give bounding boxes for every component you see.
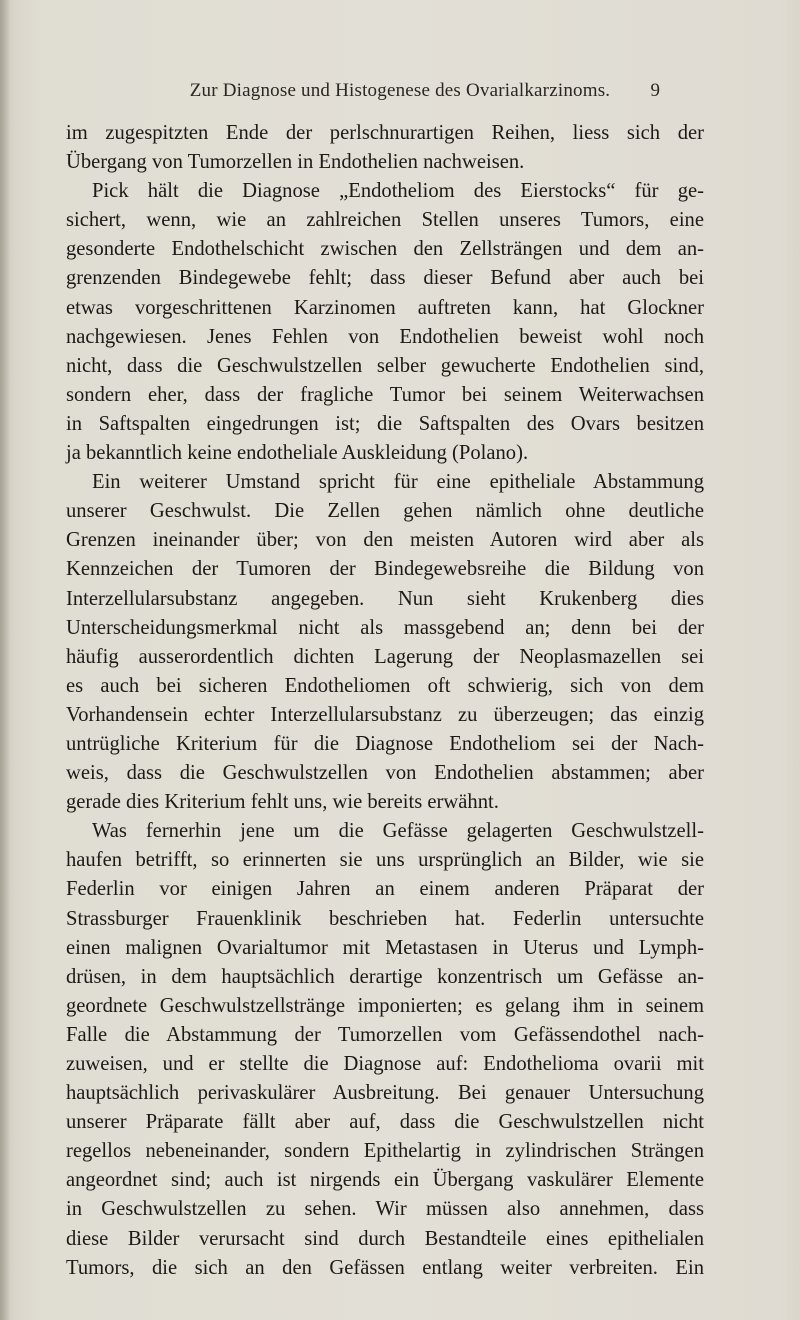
text-line: Grenzen ineinander über; von den meisten Autoren wird aber als [66, 529, 704, 552]
text-line: Falle die Abstammung der Tumorzellen vom Gefässendothel nach- [66, 1023, 704, 1046]
page-edge-shadow [0, 0, 10, 1320]
text-line: Strassburger Frauenklinik beschrieben hat. Federlin untersuchte [66, 907, 704, 930]
text-line: Übergang von Tumorzellen in Endothelien nachweisen. [66, 151, 525, 174]
body-text [66, 119, 704, 1283]
text-line: Ein weiterer Umstand spricht für eine epitheliale Abstammung [92, 471, 704, 494]
text-line: Federlin vor einigen Jahren an einem anderen Präparat der [66, 878, 704, 901]
text-line: sichert, wenn, wie an zahlreichen Stellen unseres Tumors, eine [66, 209, 704, 232]
text-line: geordnete Geschwulstzellstränge imponierten; es gelang ihm in seinem [66, 994, 704, 1017]
text-line: gerade dies Kriterium fehlt uns, wie bereits erwähnt. [66, 791, 499, 814]
text-line: es auch bei sicheren Endotheliomen oft schwierig, sich von dem [66, 674, 704, 697]
text-line: sondern eher, dass der fragliche Tumor bei seinem Weiterwachsen [66, 383, 704, 406]
text-line: einen malignen Ovarialtumor mit Metastasen in Uterus und Lymph- [66, 936, 704, 959]
text-line: hauptsächlich perivaskulärer Ausbreitung. Bei genauer Untersuchung [66, 1082, 704, 1105]
text-line: in Geschwulstzellen zu sehen. Wir müssen also annehmen, dass [66, 1198, 704, 1221]
text-line: grenzenden Bindegewebe fehlt; dass dieser Befund aber auch bei [66, 267, 704, 290]
text-line: ja bekanntlich keine endotheliale Auskleidung (Polano). [66, 442, 529, 465]
text-line: Was fernerhin jene um die Gefässe gelagerten Geschwulstzell- [92, 820, 704, 843]
text-line: drüsen, in dem hauptsächlich derartige konzentrisch um Gefässe an- [66, 965, 704, 988]
page-header [0, 80, 800, 104]
text-line: Pick hält die Diagnose „Endotheliom des Eierstocks“ für ge- [92, 180, 704, 203]
running-title: Zur Diagnose und Histogenese des Ovarialkarzinoms. [189, 80, 611, 101]
text-line: Vorhandensein echter Interzellularsubstanz zu überzeugen; das einzig [66, 703, 704, 726]
text-line: nachgewiesen. Jenes Fehlen von Endothelien beweist wohl noch [66, 325, 704, 348]
text-line: häufig ausserordentlich dichten Lagerung der Neoplasmazellen sei [66, 645, 704, 668]
text-line: untrügliche Kriterium für die Diagnose Endotheliom sei der Nach- [66, 732, 704, 755]
text-line: unserer Präparate fällt aber auf, dass die Geschwulstzellen nicht [66, 1111, 704, 1134]
text-line: diese Bilder verursacht sind durch Bestandteile eines epithelialen [66, 1227, 704, 1250]
text-line: Interzellularsubstanz angegeben. Nun sieht Krukenberg dies [66, 587, 704, 610]
page-number: 9 [650, 80, 660, 101]
text-line: in Saftspalten eingedrungen ist; die Saftspalten des Ovars besitzen [66, 412, 704, 435]
text-line: etwas vorgeschrittenen Karzinomen auftreten kann, hat Glockner [66, 296, 704, 319]
text-line: nicht, dass die Geschwulstzellen selber gewucherte Endothelien sind, [66, 354, 704, 377]
text-line: haufen betrifft, so erinnerten sie uns ursprünglich an Bilder, wie sie [66, 849, 704, 872]
text-line: zuweisen, und er stellte die Diagnose auf: Endothelioma ovarii mit [66, 1053, 704, 1075]
text-line: Kennzeichen der Tumoren der Bindegewebsreihe die Bildung von [66, 558, 704, 581]
text-line: unserer Geschwulst. Die Zellen gehen nämlich ohne deutliche [66, 500, 704, 523]
text-line: im zugespitzten Ende der perlschnurartigen Reihen, liess sich der [66, 122, 704, 144]
text-line: regellos nebeneinander, sondern Epithelartig in zylindrischen Strängen [66, 1140, 704, 1163]
text-line: Unterscheidungsmerkmal nicht als massgebend an; denn bei der [66, 616, 704, 639]
text-line: Tumors, die sich an den Gefässen entlang weiter verbreiten. Ein [66, 1256, 704, 1279]
text-line: weis, dass die Geschwulstzellen von Endothelien abstammen; aber [66, 762, 704, 785]
text-line: angeordnet sind; auch ist nirgends ein Übergang vaskulärer Elemente [66, 1169, 704, 1192]
text-line: gesonderte Endothelschicht zwischen den Zellsträngen und dem an- [66, 238, 704, 261]
